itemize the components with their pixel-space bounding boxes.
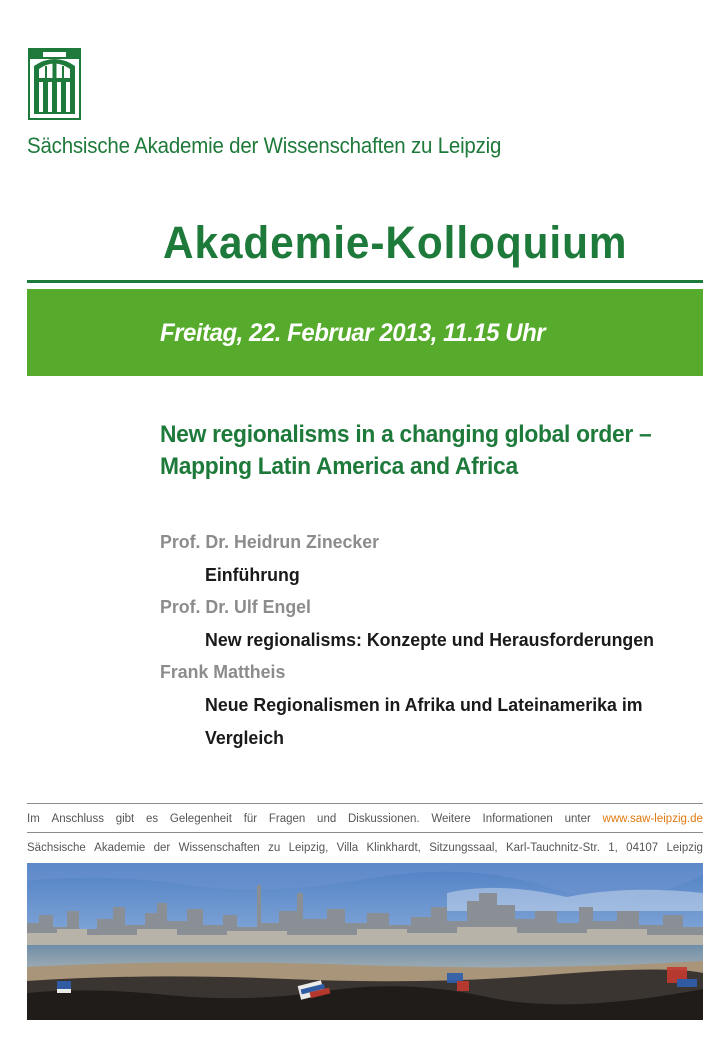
footer-word: Gelegenheit — [169, 813, 232, 825]
footer-word: 04107 — [626, 842, 659, 854]
footer-word: Akademie — [94, 842, 146, 854]
city-panorama-photo — [27, 863, 703, 1020]
footer-word: und — [317, 813, 337, 825]
footer-info — [27, 813, 703, 825]
footer-word: Wissenschaften — [178, 842, 260, 854]
title-divider — [27, 280, 703, 283]
footer-divider-top — [27, 803, 703, 804]
footer-word: für — [243, 813, 258, 825]
website-link[interactable]: www.saw-leipzig.de — [602, 813, 703, 825]
footer-divider-middle — [27, 832, 703, 833]
event-date: Freitag, 22. Februar 2013, 11.15 Uhr — [160, 319, 546, 347]
footer-address — [27, 842, 703, 854]
footer-word: Klinkhardt, — [366, 842, 421, 854]
talk-title: Neue Regionalismen in Afrika und Lateinamerika im — [205, 694, 643, 715]
speaker-name: Prof. Dr. Ulf Engel — [160, 596, 311, 617]
footer-word: Karl-Tauchnitz-Str. — [505, 842, 600, 854]
footer-word: Sächsische — [27, 842, 86, 854]
footer-word: Im — [27, 813, 40, 825]
speaker-name: Frank Mattheis — [160, 661, 286, 682]
footer-word: Sitzungssaal, — [429, 842, 498, 854]
academy-logo-icon — [28, 48, 81, 120]
topic-line-2: Mapping Latin America and Africa — [160, 453, 518, 480]
speaker-name: Prof. Dr. Heidrun Zinecker — [160, 531, 380, 552]
footer-word: Fragen — [268, 813, 306, 825]
footer-word: unter — [564, 813, 591, 825]
footer-word: Anschluss — [51, 813, 104, 825]
footer-word: es — [146, 813, 159, 825]
footer-word: 1, — [608, 842, 618, 854]
event-title: Akademie-Kolloquium — [163, 217, 628, 268]
footer-word: Weitere — [431, 813, 471, 825]
footer-word: Diskussionen. — [347, 813, 420, 825]
footer-word: Leipzig, — [288, 842, 329, 854]
topic-line-1: New regionalisms in a changing global order – — [160, 421, 652, 448]
talk-title-continued: Vergleich — [205, 727, 284, 748]
footer-word: gibt — [115, 813, 135, 825]
talk-title: New regionalisms: Konzepte und Herausforderungen — [205, 629, 654, 650]
talk-title: Einführung — [205, 564, 300, 585]
footer-word: der — [153, 842, 171, 854]
academy-name: Sächsische Akademie der Wissenschaften zu Leipzig — [27, 133, 502, 158]
footer-word: Leipzig — [666, 842, 703, 854]
footer-word: zu — [268, 842, 281, 854]
footer-word: Villa — [336, 842, 359, 854]
footer-word: Informationen — [482, 813, 553, 825]
